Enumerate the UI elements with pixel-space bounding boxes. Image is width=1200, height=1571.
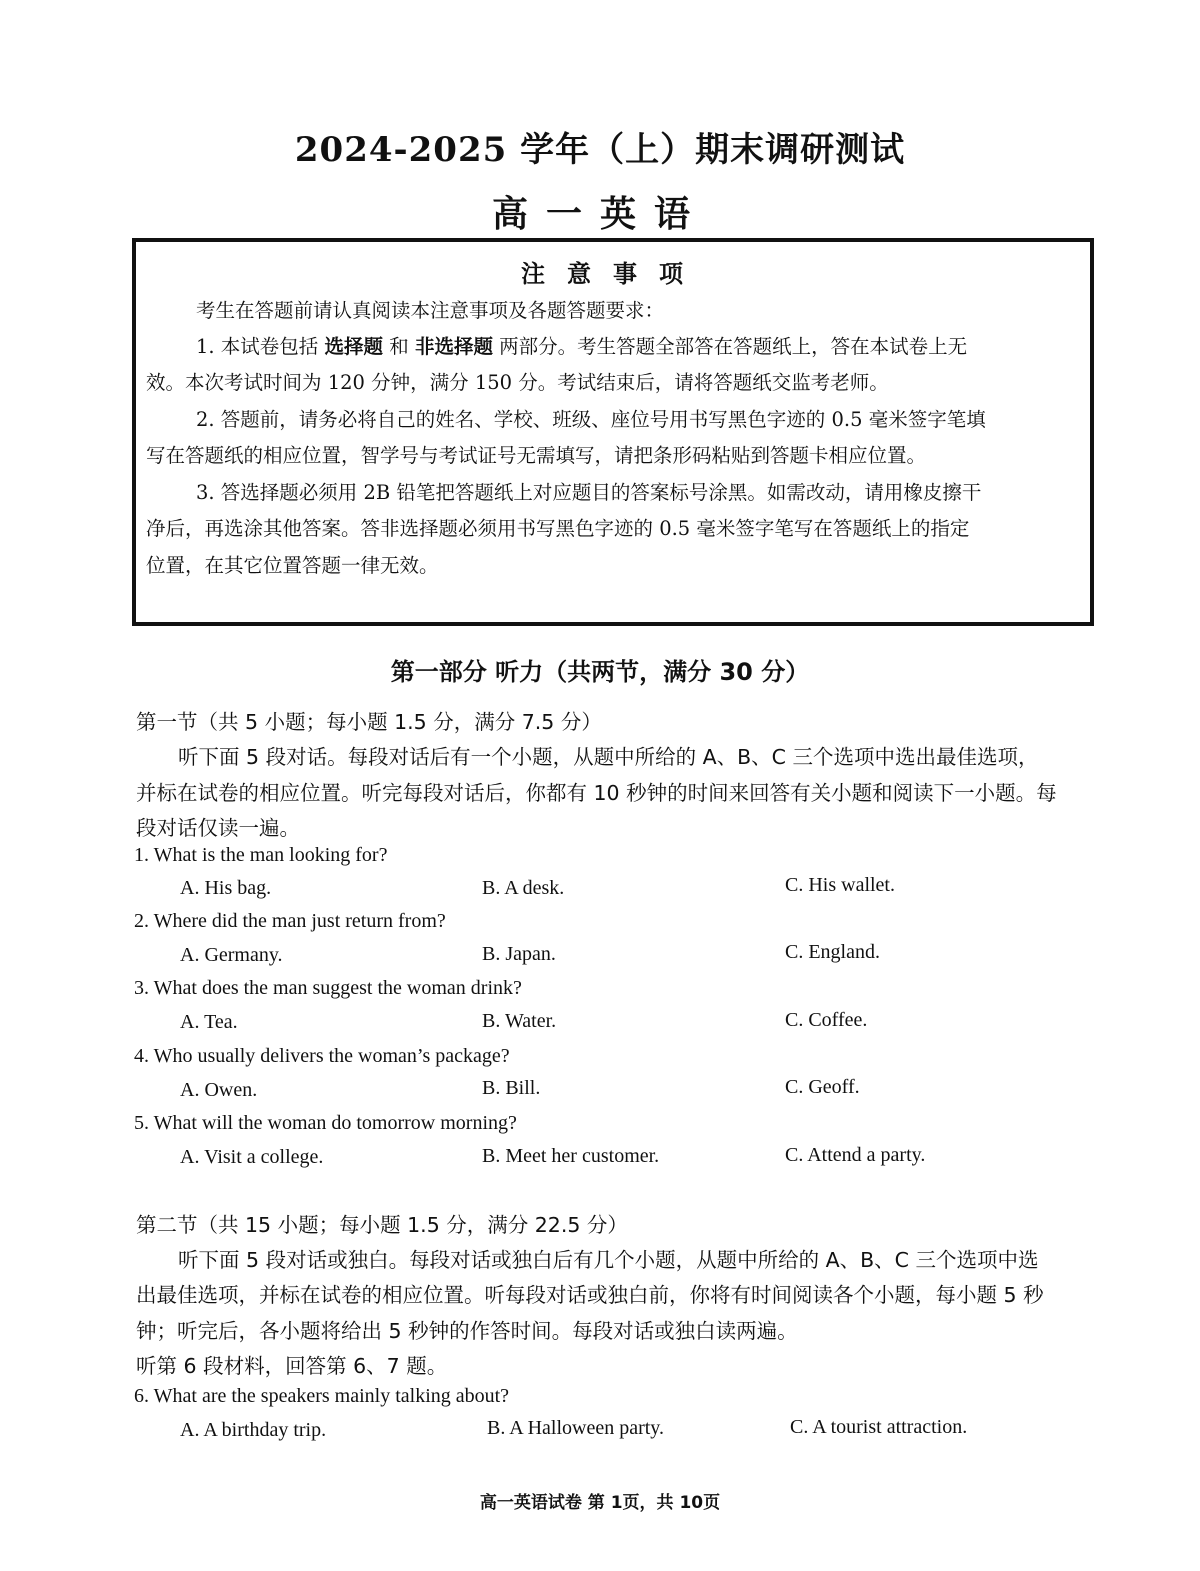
notice-item-2: 2. 答题前，请务必将自己的姓名、学校、班级、座位号用书写黑色字迹的 0.5 毫米签字笔填 [196,408,986,431]
section2-instructions-line-3: 钟；听完后，各小题将给出 5 秒钟的作答时间。每段对话或独白读两遍。 [136,1319,798,1343]
section1-title: 第一节（共 5 小题；每小题 1.5 分，满分 7.5 分） [136,710,602,734]
page-footer: 高一英语试卷 第 1页，共 10页 [479,1493,721,1513]
notice-box [132,238,1094,626]
notice-item-3: 3. 答选择题必须用 2B 铅笔把答题纸上对应题目的答案标号涂黑。如需改动，请用橡皮擦干 [196,481,982,504]
option-2c: C. England. [785,941,880,963]
option-4c: C. Geoff. [785,1076,860,1098]
section2-title: 第二节（共 15 小题；每小题 1.5 分，满分 22.5 分） [136,1213,628,1237]
option-4a: A. Owen. [180,1079,258,1101]
question-1: 1. What is the man looking for? [134,844,388,866]
question-2: 2. Where did the man just return from? [134,910,446,932]
option-4b: B. Bill. [482,1077,541,1099]
section1-instructions: 听下面 5 段对话。每段对话后有一个小题，从题中所给的 A、B、C 三个选项中选出最佳选项， [178,745,1039,769]
option-1a: A. His bag. [180,877,272,899]
exam-title: 2024-2025 学年（上）期末调研测试 [294,130,906,170]
option-5b: B. Meet her customer. [482,1145,660,1167]
section1-instructions-line-2: 并标在试卷的相应位置。听完每段对话后，你都有 10 秒钟的时间来回答有关小题和阅读下一小题。每 [136,781,1057,805]
question-3: 3. What does the man suggest the woman drink? [134,977,522,999]
notice-item-3-line-3: 位置，在其它位置答题一律无效。 [146,554,439,577]
question-6: 6. What are the speakers mainly talking about? [134,1385,510,1407]
question-4: 4. Who usually delivers the woman’s package? [134,1045,510,1067]
section2-instructions-line-2: 出最佳选项，并标在试卷的相应位置。听每段对话或独白前，你将有时间阅读各个小题，每小题 5 秒 [136,1283,1044,1307]
notice-heading: 注意事项 [521,259,705,288]
option-5a: A. Visit a college. [180,1146,324,1168]
notice-item-1: 1. 本试卷包括 选择题 和 非选择题 两部分。考生答题全部答在答题纸上，答在本试卷上无 [196,335,968,358]
notice-item-1-line-2: 效。本次考试时间为 120 分钟，满分 150 分。考试结束后，请将答题纸交监考老师。 [146,371,889,394]
option-1c: C. His wallet. [785,874,895,896]
notice-intro: 考生在答题前请认真阅读本注意事项及各题答题要求： [196,299,665,322]
subject-title: 高一英语 [491,193,708,235]
option-3c: C. Coffee. [785,1009,868,1031]
section2-instructions: 听下面 5 段对话或独白。每段对话或独白后有几个小题，从题中所给的 A、B、C 三个选项中选 [178,1248,1039,1272]
notice-item-2-line-2: 写在答题纸的相应位置，智学号与考试证号无需填写，请把条形码粘贴到答题卡相应位置。 [146,444,927,467]
option-2b: B. Japan. [482,943,556,965]
notice-item-3-line-2: 净后，再选涂其他答案。答非选择题必须用书写黑色字迹的 0.5 毫米签字笔写在答题纸上的指定 [146,517,970,540]
option-3a: A. Tea. [180,1011,238,1033]
section1-instructions-line-3: 段对话仅读一遍。 [136,816,300,840]
option-1b: B. A desk. [482,877,565,899]
option-2a: A. Germany. [180,944,283,966]
option-3b: B. Water. [482,1010,557,1032]
material-note: 听第 6 段材料，回答第 6、7 题。 [136,1354,448,1378]
option-6c: C. A tourist attraction. [790,1416,968,1438]
option-6b: B. A Halloween party. [487,1417,665,1439]
option-6a: A. A birthday trip. [180,1419,327,1441]
part1-heading: 第一部分 听力（共两节，满分 30 分） [390,658,810,686]
option-5c: C. Attend a party. [785,1144,926,1166]
question-5: 5. What will the woman do tomorrow morning? [134,1112,517,1134]
